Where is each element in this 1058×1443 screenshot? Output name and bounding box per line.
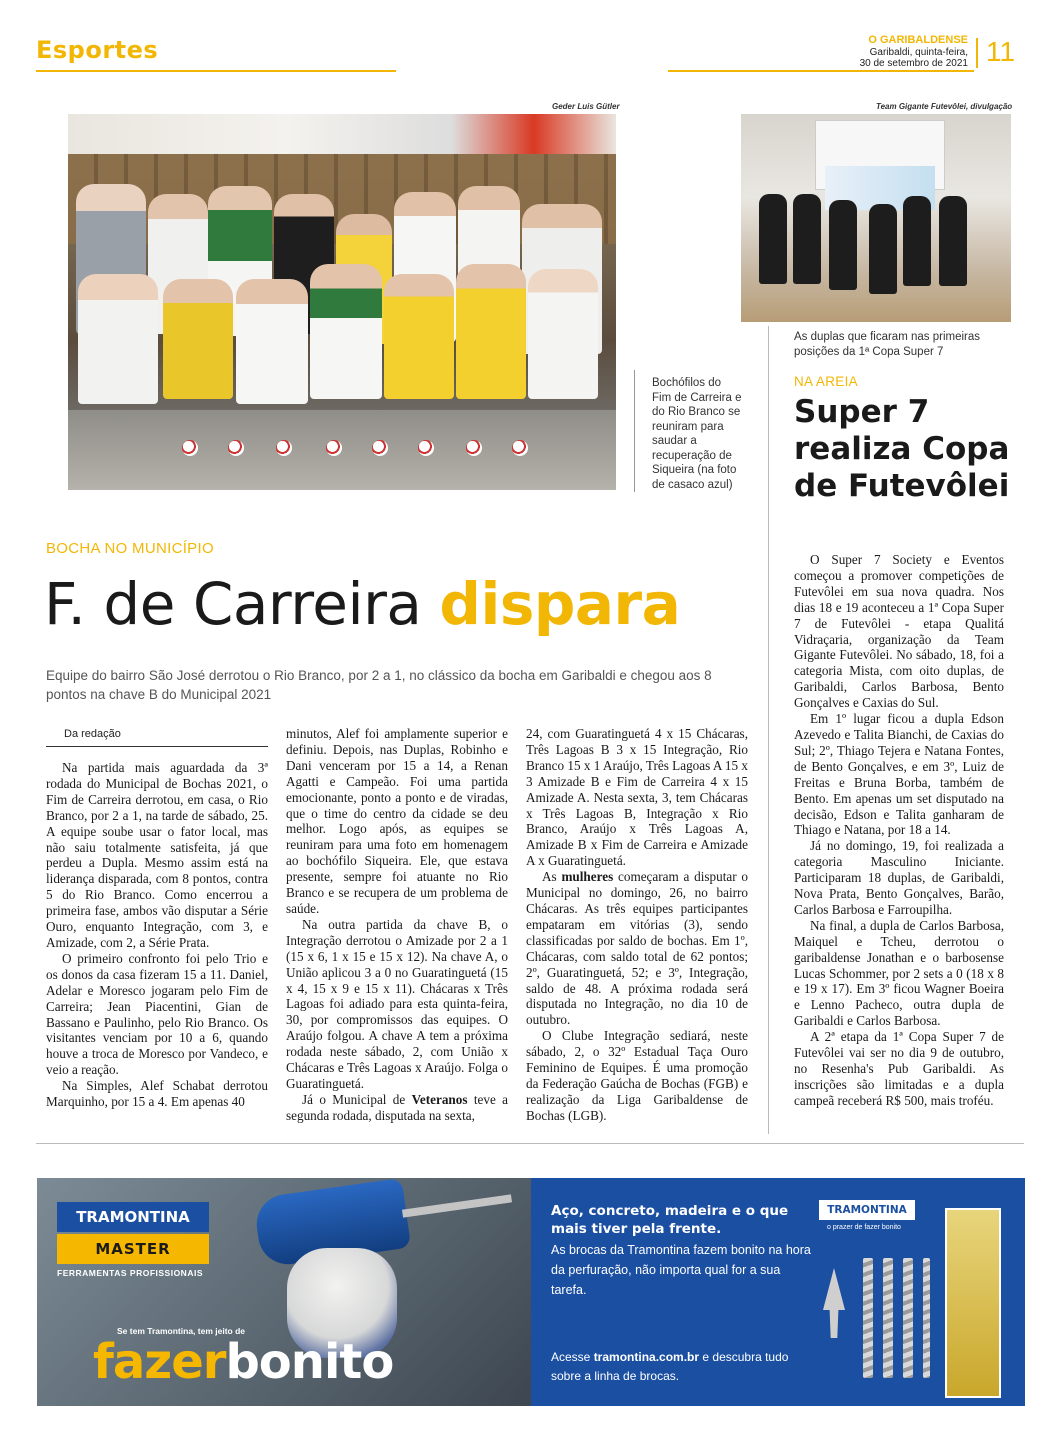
bocha-ball	[276, 440, 292, 456]
article-paragraph: O Super 7 Society e Eventos começou a promover competições de Futevôlei em sua nova quadra. Nos dias 18 e 19 aconteceu a 1ª Copa Super 7 de Futevôlei - etapa Qualitá Vidraçaria, organização da Team Gigante Futevôlei. No sábado, 18, foi a categoria Mista, com oito duplas, de Garibaldi, Carlos Barbosa, Bento Gonçalves e Caxias do Sul.	[794, 552, 1004, 711]
ad-subtext: As brocas da Tramontina fazem bonito na hora da perfuração, não importa qual for a sua tarefa.	[551, 1243, 811, 1297]
drill-bit-icon	[883, 1258, 893, 1378]
ad-master-badge: MASTER	[57, 1234, 209, 1264]
photo-person	[310, 264, 382, 399]
bocha-ball	[326, 440, 342, 456]
photo-person	[163, 279, 233, 399]
page-number-separator	[976, 38, 978, 68]
side-photo	[741, 114, 1011, 322]
column-divider	[768, 326, 769, 1134]
ad-brand-logo-small: TRAMONTINA	[819, 1200, 915, 1220]
text-run: teve a segunda rodada, disputada na sexta,	[286, 1091, 508, 1123]
header-rule-left	[36, 70, 396, 72]
photo-player	[903, 196, 931, 286]
article-paragraph: O Clube Integração sediará, neste sábado, 2, o 32º Estadual Taça Ouro Feminino de Equipes. É uma promoção da Federação Gaúcha de Bochas (FGB) e realização da Liga Garibaldense de Bochas (LGB).	[526, 1028, 748, 1123]
page-number: 11	[986, 36, 1016, 67]
side-photo-credit: Team Gigante Futevôlei, divulgação	[876, 102, 1013, 111]
article-paragraph: Na final, a dupla de Carlos Barbosa, Maiquel e Tcheu, derrotou o garibaldense Jonathan e o barbosense Lucas Schommer, por 2 sets a 0 (18 x 8 e 19 x 17). Em 3º ficou Wagner Boeira e Lenno Pacheco, outra dupla de Garibaldi e Carlos Barbosa.	[794, 917, 1004, 1029]
ad-headline: Aço, concreto, madeira e o que mais tiver pela frente.	[551, 1203, 789, 1237]
bottom-rule	[36, 1143, 1024, 1144]
article-column-2	[286, 726, 508, 1124]
text-run: As	[542, 869, 562, 885]
ad-slogan	[93, 1334, 393, 1390]
article-paragraph: O primeiro confronto foi pelo Trio e os donos da casa fizeram 15 a 11. Daniel, Adelar e Moresco jogaram pelo Fim de Carreira; Jean Piacentini, Gian de Bassano e Paulinho, pelo Rio Branco. Os visitantes venciam por 10 a 6, quando houve a troca de Moresco por Vandeco, e veio a reação.	[46, 950, 268, 1078]
headline-plain: F. de Carreira	[44, 570, 422, 638]
main-photo-caption: Bochófilos do Fim de Carreira e do Rio Branco se reuniram para saudar a recuperação de Siqueira (na foto de casaco azul)	[652, 377, 742, 491]
photo-player	[829, 200, 857, 290]
headline-highlight: dispara	[439, 570, 681, 638]
article-paragraph: A 2ª etapa da 1ª Copa Super 7 de Futevôlei vai ser no dia 9 de outubro, no Resenha's Pub Garibaldi. As inscrições são limitadas e a dupla campeã receberá R$ 500, mais troféu.	[794, 1029, 1004, 1108]
drill-bit-icon	[923, 1258, 930, 1378]
drill-bit-icon	[903, 1258, 913, 1378]
article-paragraph: Na partida mais aguardada da 3ª rodada do Municipal de Bochas 2021, o Fim de Carreira derrotou, em casa, o Rio Branco, por 2 a 1, na tarde de sábado, 25. A equipe soube usar o fator local, mas não saiu totalmente satisfeita, já que perdeu a Dupla. Mesmo assim está na liderança disparada, com 8 pontos, contra 5 do Rio Branco. Como encerrou a primeira fase, ambos vão disputar a Série Ouro, enquanto Integração, com 3, e Amizade, com 2, a Série Prata.	[46, 760, 268, 950]
text-run: Já o Municipal de	[302, 1091, 412, 1107]
article-paragraph	[526, 869, 748, 1028]
photo-person	[236, 279, 308, 404]
article-paragraph: Na Simples, Alef Schabat derrotou Marquinho, por 15 a 4. Em apenas 40	[46, 1078, 268, 1110]
article-paragraph: Em 1º lugar ficou a dupla Edson Azevedo e Talita Bianchi, de Caxias do Sul; 2º, Thiago Tejera e Natana Fontes, de Bento Gonçalves, e em 3º, Luiz de Freitas e Bruna Borba, também de Bento. Em apenas um set disputado na decisão, Edson e Talita ganharam de Thiago e Natana, por 18 a 14.	[794, 711, 1004, 838]
bocha-ball	[512, 440, 528, 456]
photo-floor	[68, 410, 616, 490]
edition-date	[768, 47, 968, 69]
photo-person	[78, 274, 158, 404]
article-kicker: BOCHA NO MUNICÍPIO	[46, 540, 214, 557]
bold-text-run: mulheres	[561, 869, 614, 885]
edition-date-line1: Garibaldi, quinta-feira,	[869, 47, 968, 58]
newspaper-name: O GARIBALDENSE	[868, 34, 968, 46]
ad-slogan-part-1: fazer	[93, 1334, 226, 1390]
article-paragraph: Já no domingo, 19, foi realizada a categoria Masculino Iniciante. Participaram 18 duplas, de Garibaldi, Nova Prata, Bento Gonçalves, Barão, Carlos Barbosa e Farroupilha.	[794, 838, 1004, 917]
ad-link[interactable]: tramontina.com.br	[593, 1350, 700, 1364]
drill-bit-icon	[402, 1194, 512, 1217]
bocha-ball	[466, 440, 482, 456]
bold-text-run: Veteranos	[411, 1091, 468, 1107]
drill-bit-package-icon	[945, 1208, 1001, 1398]
main-photo	[68, 114, 616, 490]
section-title: Esportes	[36, 36, 159, 64]
bocha-ball	[228, 440, 244, 456]
article-headline	[44, 570, 680, 638]
article-paragraph: 24, com Guaratinguetá 4 x 15 Chácaras, Três Lagoas B 3 x 15 Integração, Rio Branco 15 x 1 Araújo, Três Lagoas A 15 x 3 Amizade B e Fim de Carreira 4 x 15 Amizade A. Nesta sexta, 3, tem Chácaras x Três Lagoas B, Integração x Rio Branco, Araújo x Três Lagoas A, Amizade B x Fim de Carreira e Amizade A x Guaratinguetá.	[526, 726, 748, 869]
tramontina-advertisement[interactable]	[37, 1178, 1025, 1406]
text-run: começaram a disputar o Municipal no domingo, 26, no bairro Chácaras. As três equipes participantes empataram em vitórias (3), sendo classificadas por saldo de bochas. Em 1º, Chácaras, com saldo total de 62 pontos; 2º, Guaratinguetá, 52; e 3º, Integração, saldo de 48. A próxima rodada será disputada no Integração, no dia 10 de outubro.	[526, 869, 749, 1028]
caption-rule	[634, 370, 635, 492]
spade-bit-icon	[823, 1268, 845, 1338]
side-article-kicker: NA AREIA	[794, 374, 858, 389]
ad-tagline: FERRAMENTAS PROFISSIONAIS	[57, 1268, 203, 1278]
main-photo-credit: Geder Luis Gütler	[552, 102, 620, 111]
article-paragraph: Na outra partida da chave B, o Integração derrotou o Amizade por 2 a 1 (15 x 6, 1 x 15 e 15 x 12). Na chave A, o União aplicou 3 a 0 no Guaratinguetá (15 x 4, 15 x 9 e 15 x 11). Chácaras x Três Lagoas foi adiado para esta quinta-feira, 30, por compromissos das equipes. O Araújo folgou. A chave A tem a próxima rodada neste sábado, 2, com União x Chácaras e Três Lagoas x Araújo. Folga o Guaratinguetá.	[286, 916, 508, 1091]
drill-bit-icon	[863, 1258, 873, 1378]
side-article-body	[794, 552, 1004, 1109]
article-paragraph: minutos, Alef foi amplamente superior e definiu. Depois, nas Duplas, Robinho e Dani venceram por 15 a 14, a Renan Agatti e Campeão. Foi uma partida emocionante, ponto a ponto e de viradas, que o time do centro da cidade se deu melhor. Logo após, as equipes se reuniram para uma foto em homenagem ao bochófilo Siqueira. Ele, que estava presente, sempre foi atuante no Rio Branco e se recupera de um problema de saúde.	[286, 726, 508, 916]
bocha-ball	[372, 440, 388, 456]
ad-left-panel	[37, 1178, 531, 1406]
photo-player	[759, 194, 787, 284]
side-article-headline: Super 7 realiza Copa de Futevôlei	[794, 394, 1010, 504]
ad-right-panel	[531, 1178, 1025, 1406]
bocha-ball	[418, 440, 434, 456]
ad-call-to-action	[551, 1348, 821, 1386]
ad-slogan-part-2: bonito	[225, 1334, 394, 1390]
edition-date-line2: 30 de setembro de 2021	[859, 58, 968, 69]
photo-person	[456, 264, 526, 399]
article-deck: Equipe do bairro São José derrotou o Rio Branco, por 2 a 1, no clássico da bocha em Garibaldi e chegou aos 8 pontos na chave B do Municipal 2021	[46, 668, 712, 702]
article-byline: Da redação	[64, 728, 121, 740]
article-paragraph	[286, 1092, 508, 1124]
photo-player	[869, 204, 897, 294]
byline-rule	[46, 746, 268, 747]
photo-player	[939, 196, 967, 286]
header-rule-right	[668, 70, 974, 72]
photo-person	[384, 274, 454, 399]
text-run: Acesse	[551, 1350, 594, 1364]
photo-person	[528, 269, 598, 399]
bocha-ball	[182, 440, 198, 456]
ad-logo-tagline: o prazer de fazer bonito	[827, 1224, 901, 1231]
photo-player	[793, 194, 821, 284]
photo-banner	[68, 114, 616, 154]
text-run: e descubra tudo sobre a linha de brocas.	[551, 1350, 789, 1383]
article-column-3	[526, 726, 748, 1124]
ad-slogan-lead: Se tem Tramontina, tem jeito de	[117, 1326, 246, 1336]
ad-brand-logo: TRAMONTINA	[57, 1202, 209, 1232]
article-column-1	[46, 760, 268, 1110]
side-photo-caption: As duplas que ficaram nas primeiras posições da 1ª Copa Super 7	[794, 331, 980, 358]
